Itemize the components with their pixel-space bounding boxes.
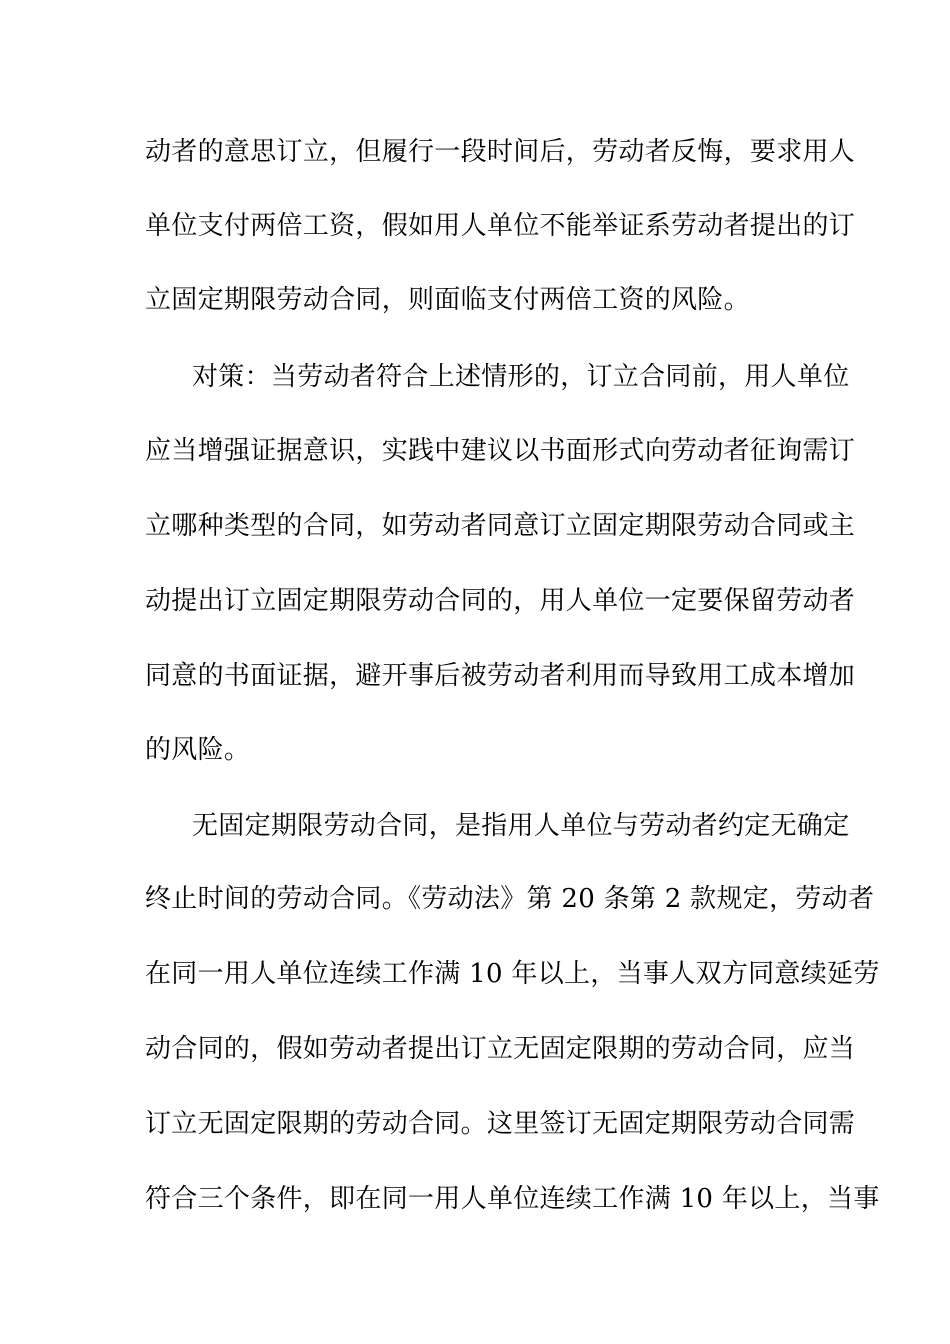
text-line: 的风险。 [145, 735, 251, 765]
text-line: 终止时间的劳动合同。《劳动法》第 20 条第 2 款规定，劳动者 [145, 884, 875, 914]
text-line: 动提出订立固定期限劳动合同的，用人单位一定要保留劳动者 [145, 586, 856, 616]
text-line: 立哪种类型的合同，如劳动者同意订立固定期限劳动合同或主 [145, 511, 856, 541]
text-line: 动合同的，假如劳动者提出订立无固定限期的劳动合同，应当 [145, 1034, 856, 1064]
text-line: 在同一用人单位连续工作满 10 年以上，当事人双方同意续延劳 [145, 959, 880, 989]
text-line: 无固定期限劳动合同，是指用人单位与劳动者约定无确定 [192, 811, 850, 841]
text-line: 动者的意思订立，但履行一段时间后，劳动者反悔，要求用人 [145, 137, 856, 167]
text-line: 订立无固定限期的劳动合同。这里签订无固定期限劳动合同需 [145, 1109, 856, 1139]
text-line: 同意的书面证据，避开事后被劳动者利用而导致用工成本增加 [145, 661, 856, 691]
text-line: 符合三个条件，即在同一用人单位连续工作满 10 年以上，当事 [145, 1184, 880, 1214]
text-line: 对策：当劳动者符合上述情形的，订立合同前，用人单位 [192, 362, 850, 392]
text-line: 立固定期限劳动合同，则面临支付两倍工资的风险。 [145, 285, 750, 315]
text-line: 单位支付两倍工资，假如用人单位不能举证系劳动者提出的订 [145, 211, 856, 241]
text-line: 应当增强证据意识，实践中建议以书面形式向劳动者征询需订 [145, 436, 856, 466]
